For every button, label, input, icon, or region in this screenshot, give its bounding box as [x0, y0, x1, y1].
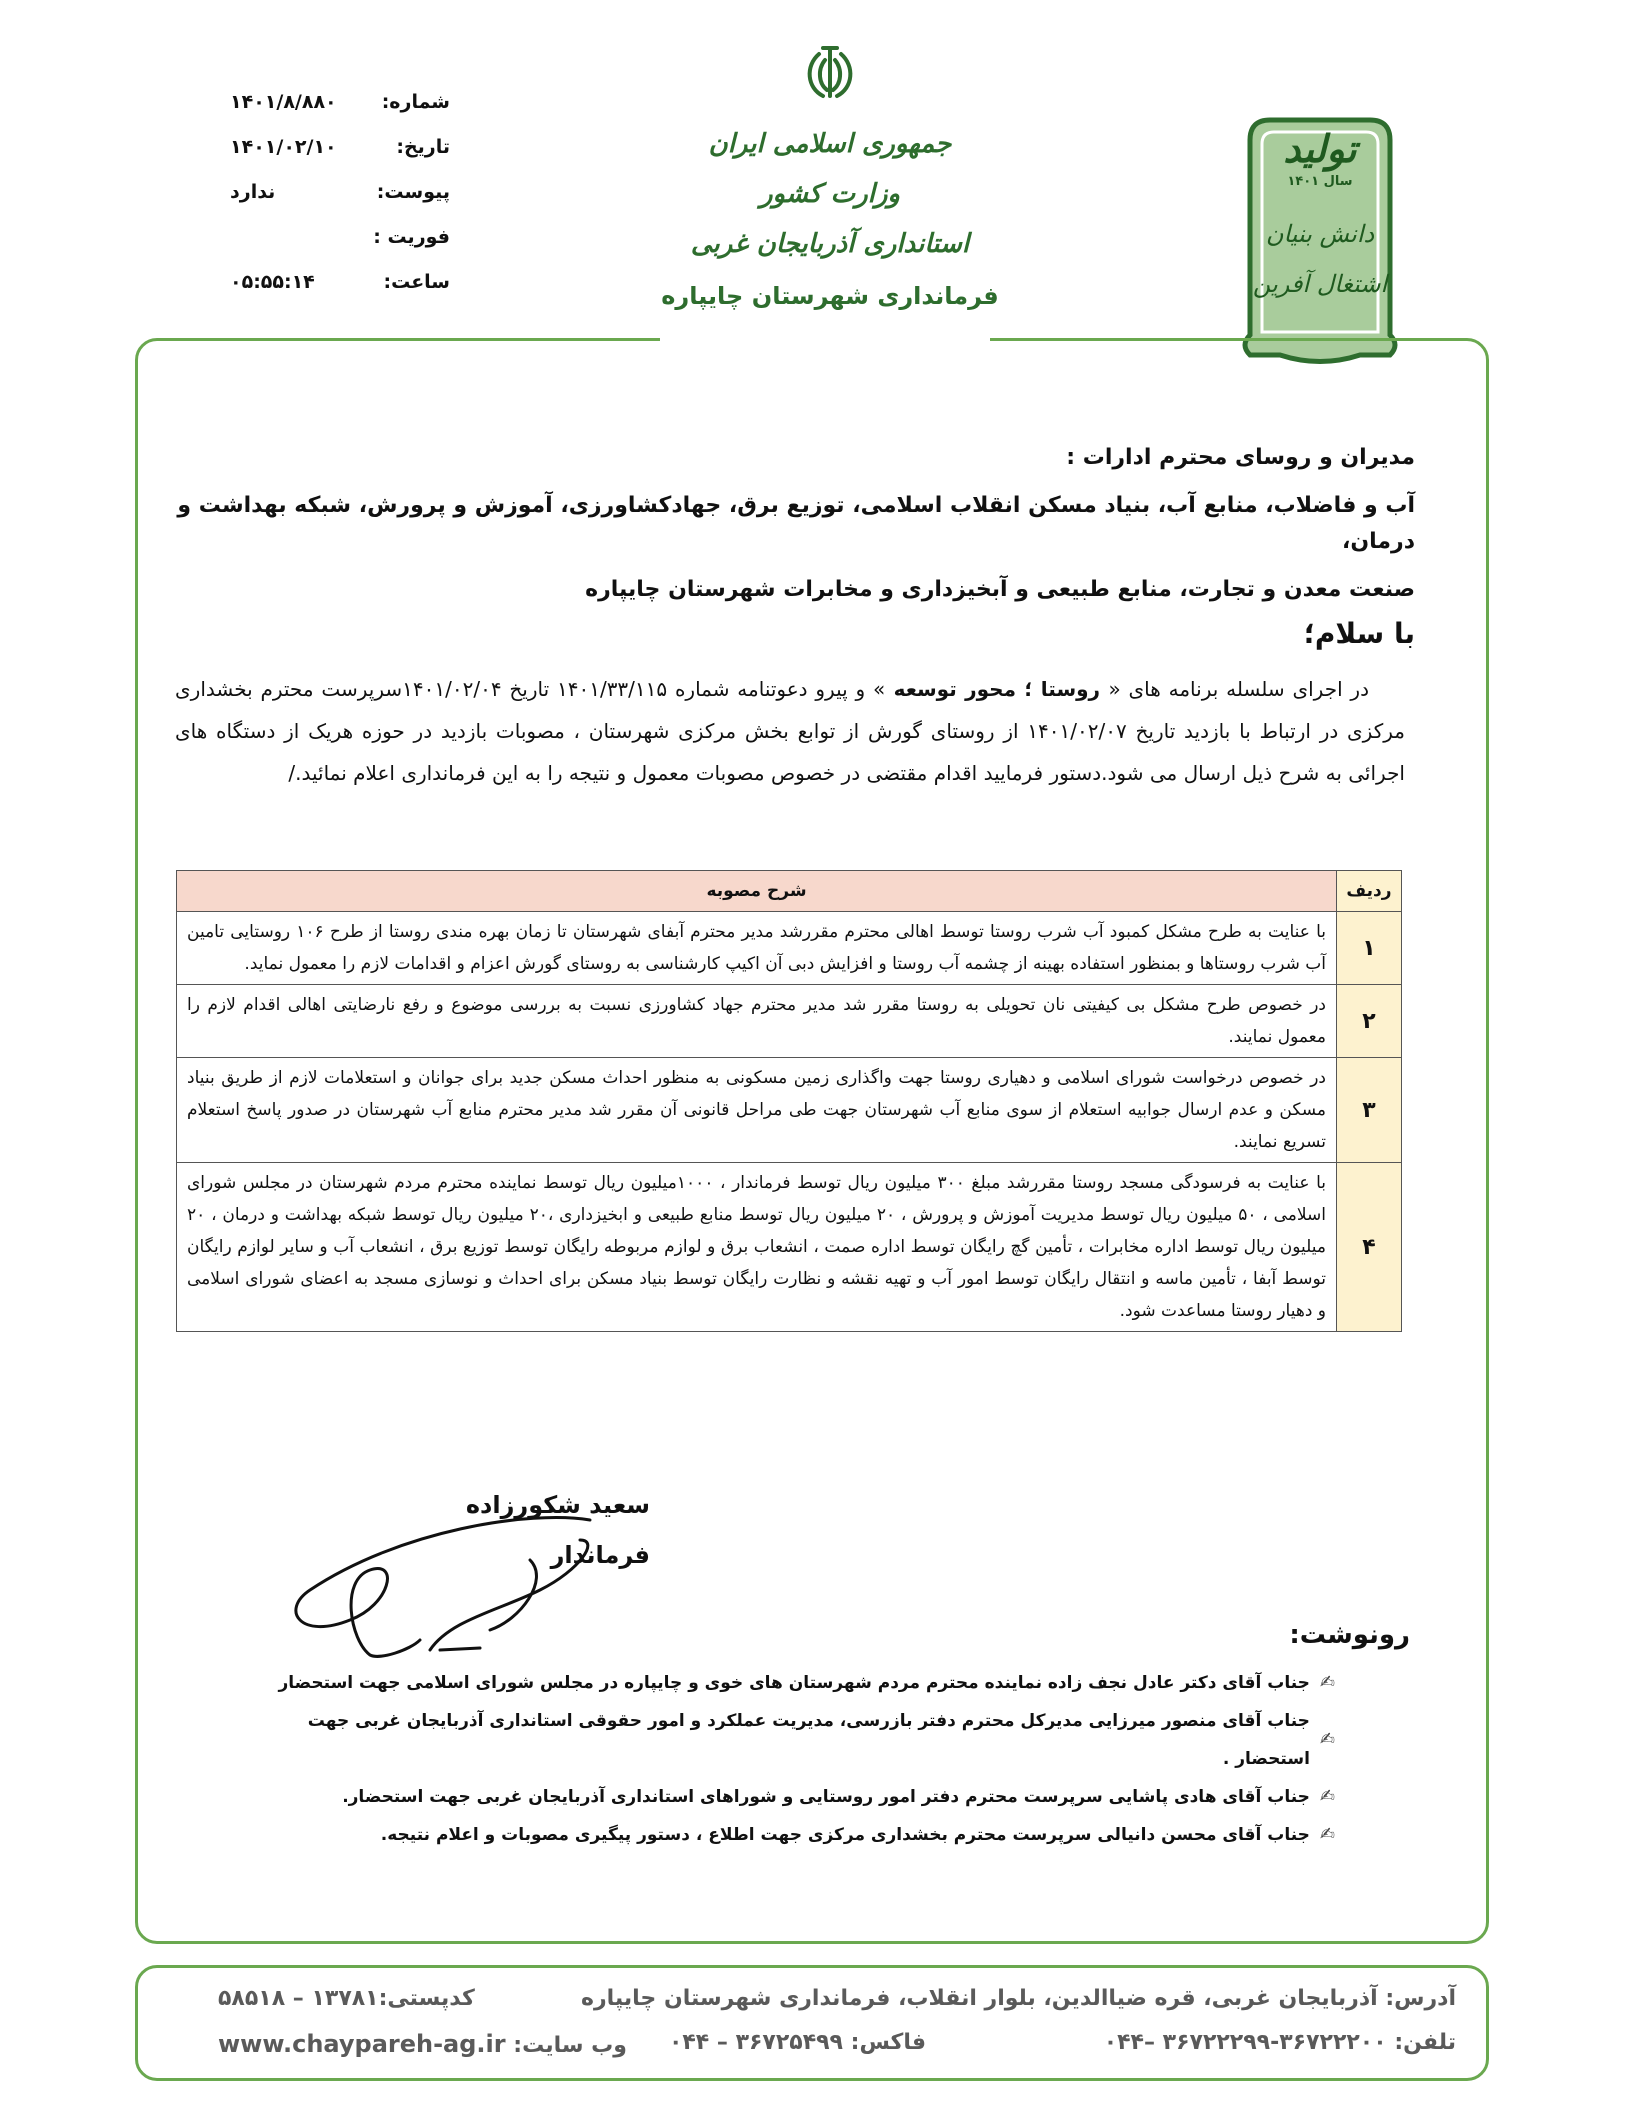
meta-date: تاریخ: ۱۴۰۱/۰۲/۱۰ — [230, 136, 450, 158]
signatory — [390, 1480, 650, 1580]
list-item: ✍ جناب آقای منصور میرزایی مدیرکل محترم دفتر بازرسی، مدیریت عملکرد و امور حقوقی استانداری آذربایجان غربی جهت استحضار . — [307, 1711, 1335, 1769]
letter-footer — [135, 1965, 1489, 2081]
footer-website: وب سایت: www.chaypareh-ag.ir — [218, 2030, 627, 2058]
pen-icon: ✍ — [1319, 1786, 1335, 1807]
addressee-block — [175, 440, 1415, 652]
meta-priority: فوریت : — [373, 226, 450, 248]
footer-postal: کدپستی:۱۳۷۸۱ – ۵۸۵۱۸ — [218, 1986, 475, 2011]
header-office: فرمانداری شهرستان چایپاره — [661, 282, 999, 310]
badge-line2: اشتغال آفرین — [1252, 270, 1388, 298]
list-item: ✍ جناب آقای هادی پاشایی سرپرست محترم دفتر امور روستایی و شوراهای استانداری آذربایجان غربی جهت استحضار. — [230, 1778, 1335, 1816]
letter-header — [620, 40, 1040, 316]
signatory-name: سعید شکورزاده — [465, 1491, 650, 1519]
cc-title: رونوشت: — [1289, 1620, 1410, 1650]
col-desc-header: شرح مصوبه — [177, 871, 1337, 912]
meta-attachment: پیوست: ندارد — [230, 181, 450, 203]
addressee-line1: مدیران و روسای محترم ادارات : — [1066, 445, 1415, 470]
resolutions-table — [176, 870, 1402, 1332]
list-item: ✍ جناب آقای محسن دانیالی سرپرست محترم بخشداری مرکزی جهت اطلاع ، دستور پیگیری مصوبات و اعلام نتیجه. — [230, 1816, 1335, 1854]
footer-fax: فاکس: ۳۶۷۲۵۴۹۹ – ۰۴۴ — [668, 2030, 926, 2055]
header-governorate: استانداری آذربایجان غربی — [690, 229, 970, 259]
header-ministry: وزارت کشور — [760, 179, 900, 209]
cc-list — [230, 1664, 1335, 1854]
emblem-icon — [795, 40, 865, 110]
pen-icon: ✍ — [1319, 1672, 1335, 1693]
signatory-title: فرماندار — [550, 1541, 650, 1569]
footer-phone: تلفن: ۳۶۷۲۲۲۰۰-۳۶۷۲۲۲۹۹ –۰۴۴ — [1103, 2030, 1456, 2055]
table-row: ۱ با عنایت به طرح مشکل کمبود آب شرب روستا توسط اهالی محترم مقررشد مدیر محترم آبفای شهرستان تا زمان بهره مندی روستا از طرح ۱۰۶ روستایی تامین آب شرب روستاها و بمنظور استفاده بهینه از چشمه آب روستا و افزایش دبی آن اکیپ کارشناسی به روستای گورش اعزام و اقدامات لازم را معمول نماید. — [177, 912, 1402, 985]
table-row: ۲ در خصوص طرح مشکل بی کیفیتی نان تحویلی به روستا مقرر شد مدیر محترم جهاد کشاورزی نسبت به بررسی موضوع و رفع نارضایتی اهالی اقدام لازم را معمول نمایند. — [177, 985, 1402, 1058]
table-header-row — [177, 871, 1402, 912]
table-row: ۳ در خصوص درخواست شورای اسلامی و دهیاری روستا جهت واگذاری زمین مسکونی به منظور احداث مسکن جدید برای جوانان و استعلامات لازم از طریق بنیاد مسکن و عدم ارسال جوابیه استعلام از سوی منابع آب شهرستان جهت طی مراحل قانونی آن مقرر شد مدیر محترم منابع آب شهرستان در صدور پاسخ استعلام تسریع نمایند. — [177, 1058, 1402, 1163]
letter-meta — [230, 80, 450, 305]
greeting: با سلام؛ — [1303, 617, 1415, 650]
footer-address: آدرس: آذربایجان غربی، قره ضیاالدین، بلوار انقلاب، فرمانداری شهرستان چایپاره — [581, 1986, 1456, 2011]
meta-time: ساعت: ۰۵:۵۵:۱۴ — [230, 271, 450, 293]
badge-year: سال ۱۴۰۱ — [1287, 174, 1353, 189]
pen-icon: ✍ — [1319, 1729, 1335, 1750]
meta-number: شماره: ۱۴۰۱/۸/۸۸۰ — [230, 91, 450, 113]
list-item: ✍ جناب آقای دکتر عادل نجف زاده نماینده محترم مردم شهرستان های خوی و چایپاره در مجلس شورای اسلامی جهت استحضار — [230, 1664, 1335, 1702]
production-year-badge — [1230, 110, 1410, 370]
badge-title: تولید — [1283, 126, 1357, 171]
program-name: روستا ؛ محور توسعه — [885, 677, 1109, 701]
body-paragraph: در اجرای سلسله برنامه های « روستا ؛ محور توسعه » و پیرو دعوتنامه شماره ۱۴۰۱/۳۳/۱۱۵ تاریخ ۱۴۰۱/۰۲/۰۴سرپرست محترم بخشداری مرکزی در ارتباط با بازدید تاریخ ۱۴۰۱/۰۲/۰۷ از روستای گورش از توابع بخش مرکزی شهرستان ، مصوبات بازدید در حوزه هریک از دستگاه های اجرائی به شرح ذیل ارسال می شود.دستور فرمایید اقدام مقتضی در خصوص مصوبات معمول و نتیجه را به این فرمانداری اعلام نمائید./ — [175, 677, 1405, 785]
badge-line1: دانش بنیان — [1265, 220, 1375, 248]
col-row-header: ردیف — [1337, 871, 1402, 912]
website-link[interactable]: www.chaypareh-ag.ir — [218, 2030, 506, 2058]
addressee-line3: صنعت معدن و تجارت، منابع طبیعی و آبخیزداری و مخابرات شهرستان چایپاره — [585, 577, 1415, 602]
pen-icon: ✍ — [1319, 1824, 1335, 1845]
addressee-line2: آب و فاضلاب، منابع آب، بنیاد مسکن انقلاب اسلامی، توزیع برق، جهادکشاورزی، آموزش و پرورش، شبکه بهداشت و درمان، — [177, 493, 1415, 554]
table-row: ۴ با عنایت به فرسودگی مسجد روستا مقررشد مبلغ ۳۰۰ میلیون ریال توسط فرماندار ، ۱۰۰۰میلیون ریال توسط نماینده محترم مردم شهرستان در مجلس شورای اسلامی ، ۵۰ میلیون ریال توسط مدیریت آموزش و پرورش ، ۲۰ میلیون ریال توسط منابع طبیعی و ابخیزداری ،۲۰ میلیون ریال توسط شبکه بهداشت و درمان ، ۲۰ میلیون ریال توسط اداره مخابرات ، تأمین گچ رایگان توسط اداره صمت ، انشعاب برق و لوازم مربوطه رایگان توسط توزیع برق ، انشعاب آب و سایر لوازم رایگان توسط آبفا ، تأمین ماسه و انتقال رایگان توسط امور آب و تهیه نقشه و نظارت رایگان توسط بنیاد مسکن برای احداث و نوسازی مسجد به اعضای شورای اسلامی و دهیار روستا مساعدت شود. — [177, 1163, 1402, 1332]
header-republic: جمهوری اسلامی ایران — [708, 129, 952, 159]
